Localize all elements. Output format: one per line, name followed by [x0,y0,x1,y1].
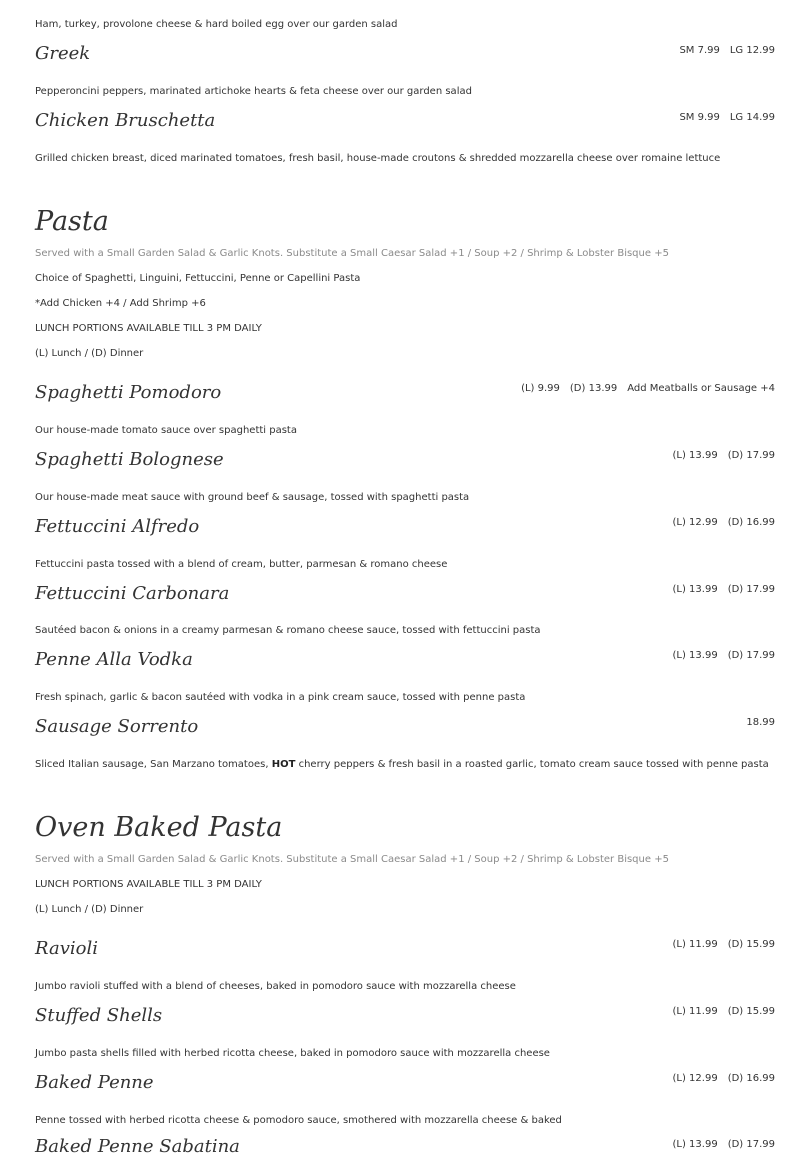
price-small: SM 9.99 [679,112,720,123]
item-prices [663,449,776,463]
price-lunch: (L) 13.99 [672,650,718,661]
served-note: Served with a Small Garden Salad & Garlic Knots. Substitute a Small Caesar Salad +1 / Soup +2 / Shrimp & Lobster Bisque +5 [35,248,669,259]
section-title-oven-baked-pasta: Oven Baked Pasta [35,812,283,843]
item-prices [663,583,776,597]
price-dinner: (D) 16.99 [727,1073,775,1084]
item-name: Ravioli [35,938,98,959]
price-lunch: (L) 12.99 [672,1073,718,1084]
item-description: Our house-made tomato sauce over spaghetti pasta [35,425,297,436]
price-large: LG 12.99 [729,45,775,56]
item-name: Sausage Sorrento [35,716,199,737]
menu-item-penne-alla-vodka [35,648,775,678]
item-description: Fresh spinach, garlic & bacon sautéed with vodka in a pink cream sauce, tossed with penne pasta [35,692,526,703]
menu-item-spaghetti-bolognese [35,448,775,478]
item-prices [663,1005,776,1019]
item-prices [663,516,776,530]
price-dinner: (D) 17.99 [727,584,775,595]
price-dinner: (D) 15.99 [727,939,775,950]
portion-legend: (L) Lunch / (D) Dinner [35,904,144,915]
menu-item-fettuccini-carbonara [35,582,775,612]
price-lunch: (L) 11.99 [672,1006,718,1017]
price-dinner: (D) 17.99 [727,450,775,461]
item-name: Fettuccini Alfredo [35,516,200,537]
item-name: Spaghetti Pomodoro [35,382,222,403]
item-name: Chicken Bruschetta [35,110,216,131]
price-dinner: (D) 13.99 [569,383,618,394]
item-description: Our house-made meat sauce with ground beef & sausage, tossed with spaghetti pasta [35,492,470,503]
portion-legend: (L) Lunch / (D) Dinner [35,348,144,359]
menu-item-baked-penne [35,1071,775,1101]
menu-item-baked-penne-sabatina [35,1135,775,1157]
item-prices [663,649,776,663]
item-description: Jumbo pasta shells filled with herbed ricotta cheese, baked in pomodoro sauce with mozzarella cheese [35,1048,550,1059]
item-description: Ham, turkey, provolone cheese & hard boiled egg over our garden salad [35,19,398,30]
lunch-note: LUNCH PORTIONS AVAILABLE TILL 3 PM DAILY [35,879,262,890]
menu-item-fettuccini-alfredo [35,515,775,545]
item-description: Sautéed bacon & onions in a creamy parmesan & romano cheese sauce, tossed with fettuccini pasta [35,625,541,636]
price-dinner: (D) 15.99 [727,1006,775,1017]
hot-emphasis: HOT [271,759,296,770]
item-name: Spaghetti Bolognese [35,449,224,470]
choice-note: Choice of Spaghetti, Linguini, Fettuccini, Penne or Capellini Pasta [35,273,361,284]
price-lunch: (L) 13.99 [672,1139,718,1150]
price-small: SM 7.99 [679,45,720,56]
menu-item-chicken-bruschetta [35,109,775,139]
item-description: Jumbo ravioli stuffed with a blend of cheeses, baked in pomodoro sauce with mozzarella cheese [35,981,516,992]
menu-item-ravioli [35,937,775,967]
item-description: Grilled chicken breast, diced marinated tomatoes, fresh basil, house-made croutons & shredded mozzarella cheese over romaine lettuce [35,153,721,164]
item-prices [663,1072,776,1086]
price-dinner: (D) 17.99 [727,650,775,661]
price-dinner: (D) 17.99 [727,1139,775,1150]
item-prices [669,111,775,125]
item-name: Baked Penne Sabatina [35,1136,240,1157]
price-lunch: (L) 11.99 [672,939,718,950]
price-lunch: (L) 12.99 [672,517,718,528]
item-prices [663,938,776,952]
item-name: Baked Penne [35,1072,154,1093]
item-description: Pepperoncini peppers, marinated artichoke hearts & feta cheese over our garden salad [35,86,472,97]
item-prices [511,382,775,396]
menu-item-sausage-sorrento [35,715,775,745]
item-name: Fettuccini Carbonara [35,583,230,604]
item-description: Fettuccini pasta tossed with a blend of cream, butter, parmesan & romano cheese [35,559,448,570]
menu-item-greek [35,42,775,72]
item-prices [663,1138,776,1152]
item-description: Sliced Italian sausage, San Marzano tomatoes, HOT cherry peppers & fresh basil in a roasted garlic, tomato cream sauce tossed with penne pasta [35,759,769,770]
add-note: *Add Chicken +4 / Add Shrimp +6 [35,298,206,309]
section-title-pasta: Pasta [35,206,109,237]
menu-item-spaghetti-pomodoro [35,381,775,411]
price-lunch: (L) 13.99 [672,450,718,461]
price-addon: Add Meatballs or Sausage +4 [627,383,775,394]
item-description: Penne tossed with herbed ricotta cheese & pomodoro sauce, smothered with mozzarella cheese & baked [35,1115,562,1126]
item-name: Stuffed Shells [35,1005,163,1026]
item-name: Greek [35,43,91,64]
price-large: LG 14.99 [729,112,775,123]
item-name: Penne Alla Vodka [35,649,193,670]
price-dinner: (D) 16.99 [727,517,775,528]
served-note: Served with a Small Garden Salad & Garlic Knots. Substitute a Small Caesar Salad +1 / Soup +2 / Shrimp & Lobster Bisque +5 [35,854,669,865]
item-prices [669,44,775,58]
menu-item-stuffed-shells [35,1004,775,1034]
price-lunch: (L) 9.99 [521,383,560,394]
lunch-note: LUNCH PORTIONS AVAILABLE TILL 3 PM DAILY [35,323,262,334]
price: 18.99 [746,717,775,728]
price-lunch: (L) 13.99 [672,584,718,595]
item-prices [736,716,775,730]
